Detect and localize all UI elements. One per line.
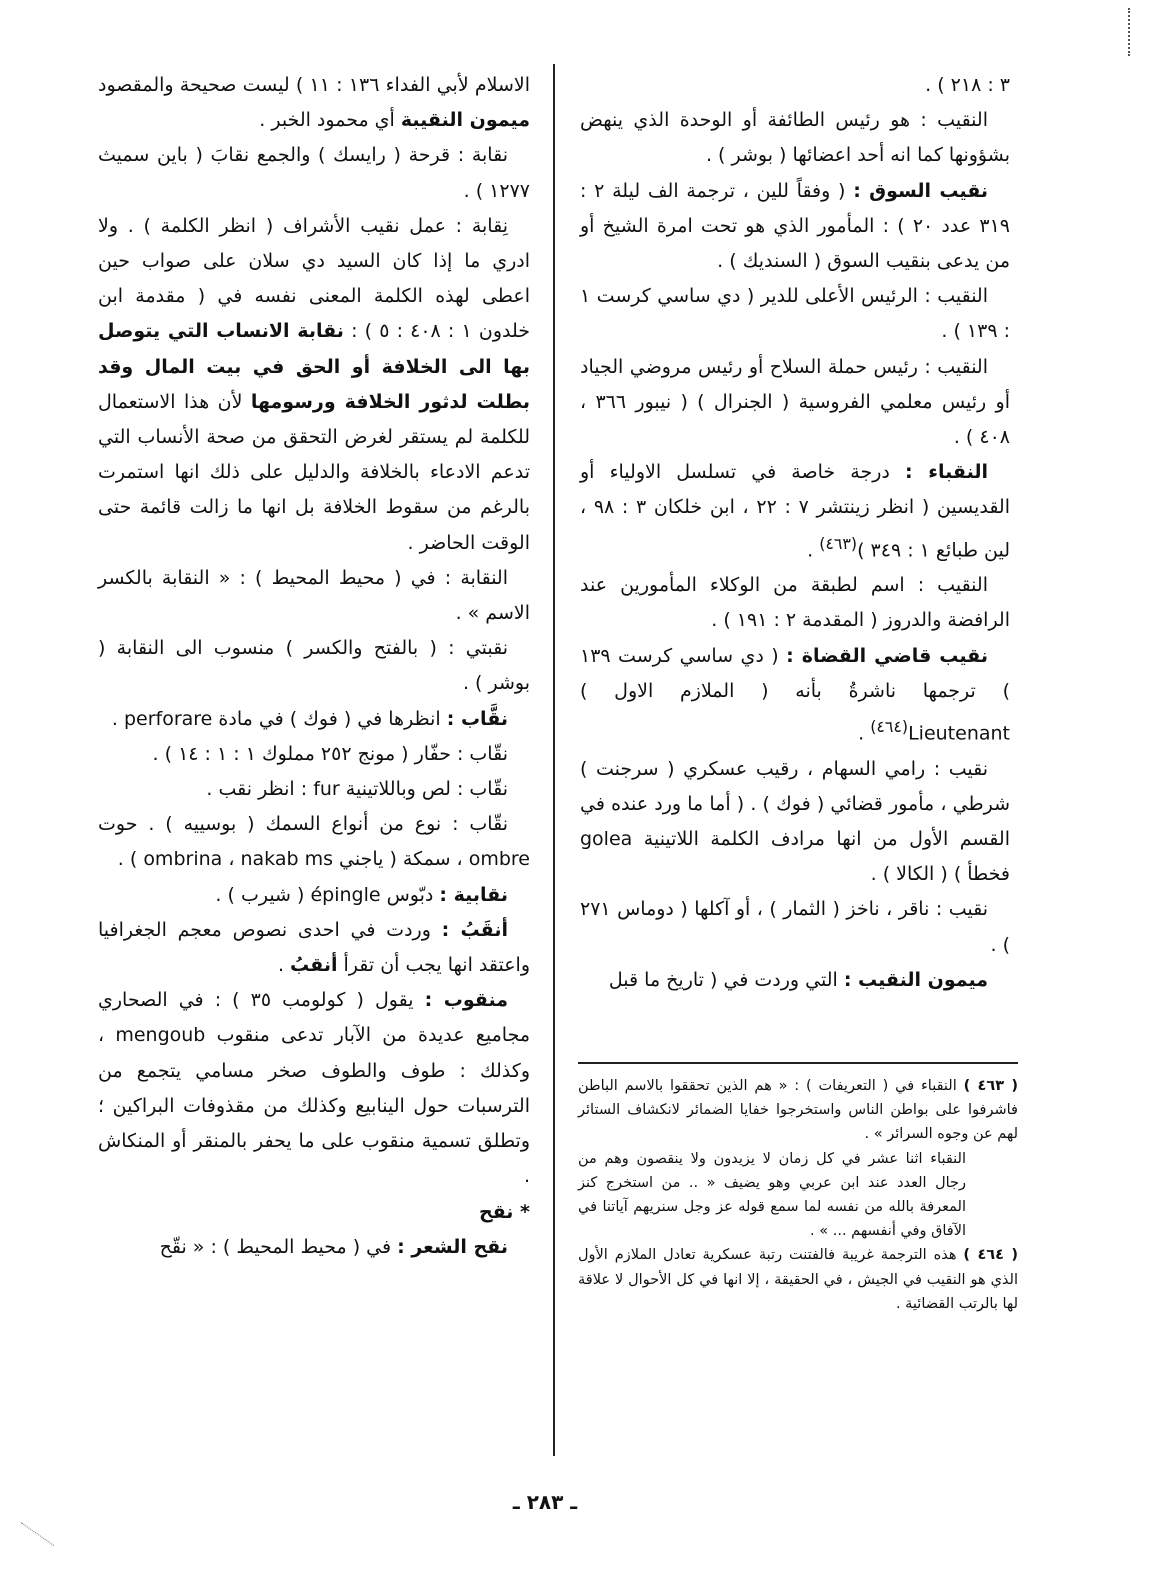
entry-text: وردت في احدى نصوص معجم الجغرافيا واعتقد انها يجب أن تقرأ — [98, 918, 530, 977]
entry-niqaba-ashraf — [98, 209, 530, 561]
corrected-word: أنقبُ — [290, 954, 338, 977]
root-heading-naqh: * نقح — [478, 1200, 530, 1223]
entry-naqib-qadi — [580, 639, 1010, 752]
entry-naqabati: نقبتي : ( بالفتح والكسر ) منسوب الى النقابة ( بوشر ) . — [98, 637, 530, 695]
headword: نقيب قاضي القضاة : — [786, 644, 988, 667]
entry-continuation: ٣ : ٢١٨ ) . — [925, 74, 1010, 96]
entry-naqib-leader: النقيب : هو رئيس الطائفة أو الوحدة الذي ينهض بشؤونها كما انه أحد اعضائها ( بوشر ) . — [580, 109, 1010, 167]
headword: نقابية : — [439, 883, 508, 906]
headword: أنقَبُ : — [441, 918, 508, 941]
entry-naqib-agents: النقيب : اسم لطبقة من الوكلاء المأمورين عند الرافضة والدروز ( المقدمة ٢ : ١٩١ ) . — [580, 574, 1010, 632]
scan-edge-mark — [1128, 8, 1148, 56]
headword: ميمون النقيب : — [843, 968, 988, 991]
entry-maymun-al-naqib — [580, 963, 1010, 998]
entry-text-end: . — [277, 954, 291, 977]
entry-text: في ( محيط المحيط ) : « نقّح — [159, 1235, 398, 1258]
page-number: ـ ٢٨٣ ـ — [512, 1490, 578, 1514]
entry-text: ( دي ساسي كرست ١٣٩ ) ترجمها ناشرةُ بأنه ( الملازم الاول ) — [580, 644, 1010, 702]
entry-naqib-arms: النقيب : رئيس حملة السلاح أو رئيس مروضي الجياد أو رئيس معلمي الفروسية ( الجنرال ) ( نيبور ٣٦٦ ، ٤٠٨ ) . — [580, 355, 1011, 449]
footnotes — [578, 1074, 1018, 1316]
entry-text-end: . — [858, 722, 871, 745]
right-column — [580, 68, 1010, 998]
footnote-463 — [578, 1074, 1018, 1147]
headword: منقوب : — [424, 989, 508, 1012]
scan-margin-scribble — [0, 1522, 54, 1579]
entry-text: ( وفقاً للين ، ترجمة الف ليلة ٢ : ٣١٩ عدد ٢٠ ) : المأمور الذي هو تحت امرة الشيخ أو من يدعى بنقيب السوق ( السنديك ) . — [580, 179, 1010, 273]
footnote-463-continued: النقباء اثنا عشر في كل زمان لا يزيدون ولا ينقصون وهم من رجال العدد عند ابن عربي وهو يضيف « .. من استخرج كنز المعرفة بالله من نفسه لما سمع قوله عز وجل سنريهم آياتنا في الآفاق وفي أنفسهم ... » . — [578, 1150, 966, 1240]
footnote-number: ( ٤٦٤ ) — [963, 1247, 1019, 1264]
entry-naqib-monastery: النقيب : الرئيس الأعلى للدير ( دي ساسي كرست ١ : ١٣٩ ) . — [580, 285, 1010, 343]
entry-manqub — [98, 983, 530, 1194]
headword: نقَّاب : — [446, 707, 508, 730]
entry-text-end: لأن هذا الاستعمال للكلمة لم يستقر لغرض التحقق من صحة الأنساب التي تدعم الادعاء بالخلافة والدليل على ذلك انها استمرت بالرغم من سقوط الخلافة بل انها ما زالت قائمة حتى الوقت الحاضر . — [98, 390, 530, 554]
entry-text: درجة خاصة في تسلسل الاولياء أو القديسين ( انظر زينتشر ٧ : ٢٢ ، ابن خلكان ٣ : ٩٨ ، لين طبائع ١ : ٣٤٩ ) — [580, 461, 1010, 561]
headword: نقيب السوق : — [853, 179, 989, 202]
footnote-464 — [578, 1243, 1018, 1316]
column-divider — [553, 64, 555, 1456]
entry-nuqaba — [580, 455, 1010, 568]
entry-continuation — [98, 68, 530, 138]
footnote-text: النقباء في ( التعريفات ) : « هم الذين تحققوا بالاسم الباطن فاشرفوا على بواطن الناس واستخرجوا خفايا الضمائر لانكشاف الستائر لهم عن وجوه السرائر » . — [578, 1078, 1018, 1143]
headword: النقباء : — [905, 461, 988, 484]
entry-text: الاسلام لأبي الفداء ١٣٦ : ١١ ) ليست صحيحة والمقصود — [98, 74, 531, 96]
footnote-text: هذه الترجمة غريبة فالفتنت رتبة عسكرية تعادل الملازم الأول الذي هو النقيب في الجيش ، في الحقيقة ، إلا انها في كل الأحوال لا علاقة لها بالرتب القضائية . — [578, 1247, 1018, 1312]
entry-naqaba-ulcer: نقابة : قرحة ( رايسك ) والجمع نقابَ ( باين سميث ١٢٧٧ ) . — [98, 144, 530, 202]
entry-text: التي وردت في ( تاريخ ما قبل — [608, 968, 844, 991]
headword: نقح الشعر : — [397, 1235, 508, 1258]
entry-naqqabiyya — [98, 878, 530, 913]
latin-term: Lieutenant — [908, 722, 1010, 745]
footnote-rule — [578, 1062, 1018, 1064]
entry-naqqab-thief: نقّاب : لص وباللاتينية fur : انظر نقب . — [206, 778, 508, 801]
entry-text: انظرها في ( فوك ) في مادة perforare . — [111, 707, 447, 730]
entry-anqab — [98, 913, 530, 983]
entry-naqqab-digger: نقّاب : حفّار ( مونج ٢٥٢ مملوك ١ : ١ : ١٤ ) . — [152, 742, 508, 765]
entry-text: دبّوس épingle ( شيرب ) . — [215, 883, 440, 906]
footnote-ref: (٤٦٤) — [870, 716, 909, 736]
entry-text: نِقابة : عمل نقيب الأشراف ( انظر الكلمة ) . ولا ادري ما إذا كان السيد دي سلان على صواب حين اعطى لهذه الكلمة المعنى نفسه في ( مقدمة ابن خلدون ١ : ٤٠٨ : ٥ ) : — [98, 214, 530, 343]
entry-naqib-archer: نقيب : رامي السهام ، رقيب عسكري ( سرجنت ) شرطي ، مأمور قضائي ( فوك ) . ( أما ما ورد عنده في القسم الأول من انها مرادف الكلمة اللاتينية golea فخطأ ) ( الكالا ) . — [580, 757, 1010, 886]
footnote-ref: (٤٦٣) — [819, 533, 858, 553]
headword: ميمون النقيبة — [400, 109, 530, 132]
entry-text: يقول ( كولومب ٣٥ ) : في الصحاري مجاميع عديدة من الآبار تدعى منقوب mengoub ، وكذلك : طوف والطوف صخر مسامي يتجمع من الترسبات حول الينابيع وكذلك من مقذوفات البراكين ؛ وتطلق تسمية منقوب على ما يحفر بالمنقر أو المنكاش . — [98, 989, 531, 1188]
entry-naqqab-perforare — [98, 702, 530, 737]
entry-naqib-al-suq — [580, 174, 1010, 280]
entry-text-end: أي محمود الخبر . — [259, 109, 401, 132]
footnote-number: ( ٤٦٣ ) — [963, 1078, 1018, 1094]
entry-naqib-pecker: نقيب : ناقر ، ناخز ( الثمار ) ، أو آكلها ( دوماس ٢٧١ ) . — [580, 898, 1010, 956]
entry-naqqab-fish: نقّاب : نوع من أنواع السمك ( بوسييه ) . حوت ombre ، سمكة ( ياجني ombrina ، nakab ms ) . — [98, 813, 530, 871]
entry-naqh-al-shir — [98, 1230, 530, 1265]
quoted-phrase: نقابة الانساب التي يتوصل بها الى الخلافة أو الحق في بيت المال وقد بطلت لدثور الخلافة ورسومها — [98, 320, 530, 413]
entry-al-niqaba: النقابة : في ( محيط المحيط ) : « النقابة بالكسر الاسم » . — [98, 566, 530, 625]
left-column — [98, 68, 530, 1265]
entry-text-end: . — [807, 538, 820, 561]
